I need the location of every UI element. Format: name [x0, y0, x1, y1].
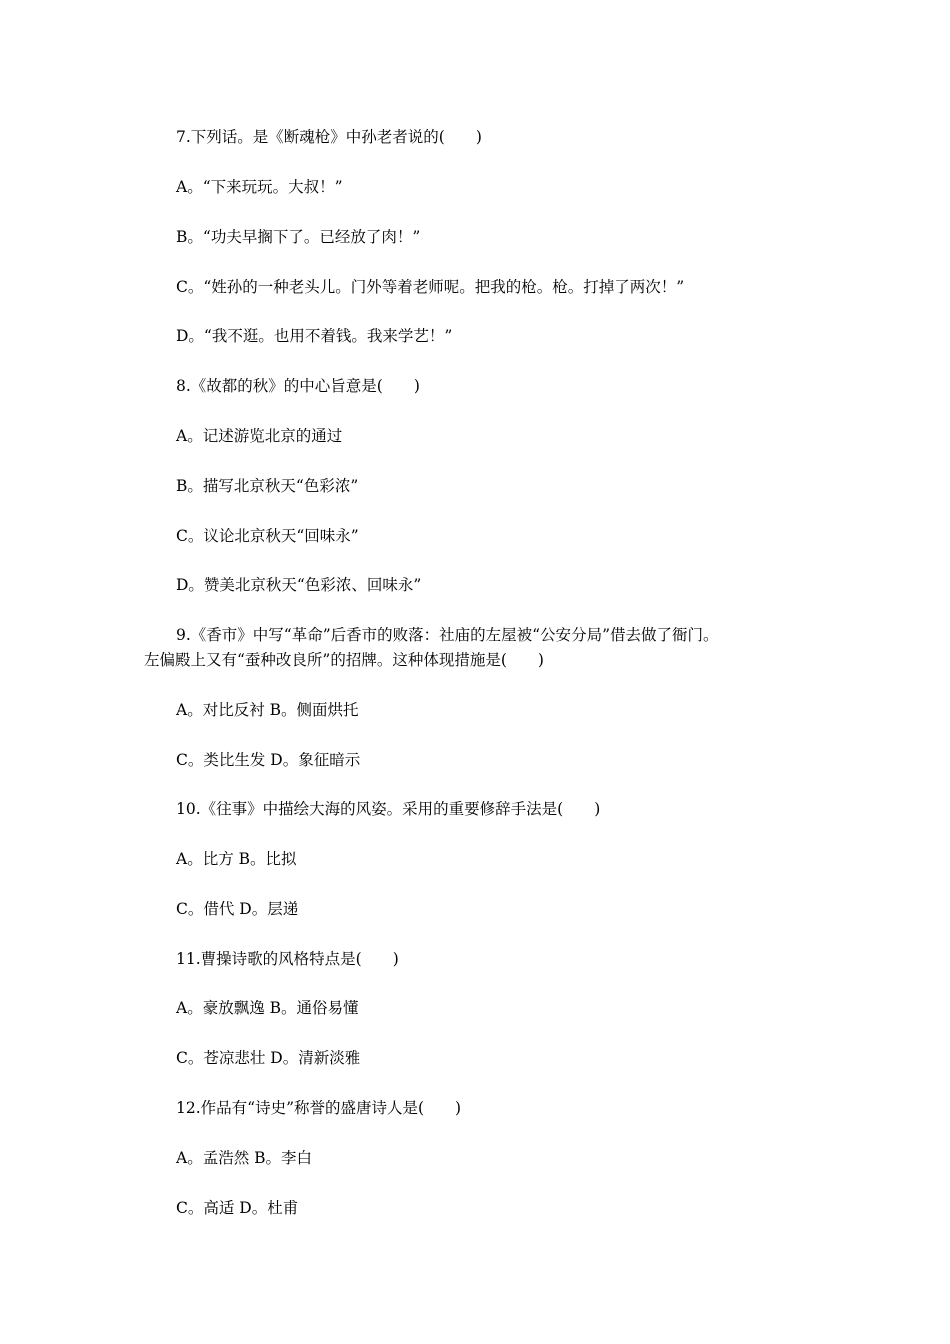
question-8-option-b: B。描写北京秋天“色彩浓”: [176, 477, 359, 495]
question-10-stem: 10.《往事》中描绘大海的风姿。采用的重要修辞手法是( ): [176, 800, 601, 818]
question-11-options-cd: C。苍凉悲壮 D。清新淡雅: [176, 1049, 361, 1067]
question-12-options-ab: A。孟浩然 B。李白: [176, 1149, 313, 1167]
question-8-option-c: C。议论北京秋天“回味永”: [176, 527, 359, 545]
question-7-option-d: D。“我不逛。也用不着钱。我来学艺！”: [176, 327, 453, 345]
question-8-option-a: A。记述游览北京的通过: [176, 427, 343, 445]
question-9-stem-line2: 左偏殿上又有“蚕种改良所”的招牌。这种体现措施是( ): [144, 651, 544, 669]
question-8-stem: 8.《故都的秋》的中心旨意是( ): [176, 377, 420, 395]
question-11-stem: 11.曹操诗歌的风格特点是( ): [176, 950, 399, 968]
question-8-option-d: D。赞美北京秋天“色彩浓、回味永”: [176, 576, 422, 594]
question-9-options-ab: A。对比反衬 B。侧面烘托: [176, 701, 359, 719]
question-10-options-ab: A。比方 B。比拟: [176, 850, 297, 868]
question-7-option-c: C。“姓孙的一种老头儿。门外等着老师呢。把我的枪。枪。打掉了两次！”: [176, 278, 685, 296]
question-12-stem: 12.作品有“诗史”称誉的盛唐诗人是( ): [176, 1099, 462, 1117]
question-7-option-b: B。“功夫早搁下了。已经放了肉！”: [176, 228, 421, 246]
question-12-options-cd: C。高适 D。杜甫: [176, 1199, 299, 1217]
question-7-option-a: A。“下来玩玩。大叔！”: [176, 178, 343, 196]
question-9-options-cd: C。类比生发 D。象征暗示: [176, 751, 361, 769]
question-11-options-ab: A。豪放飘逸 B。通俗易懂: [176, 999, 359, 1017]
question-7-stem: 7.下列话。是《断魂枪》中孙老者说的( ): [176, 128, 482, 146]
question-9-stem-line1: 9.《香市》中写“革命”后香市的败落：社庙的左屋被“公安分局”借去做了衙门。: [176, 626, 719, 644]
question-10-options-cd: C。借代 D。层递: [176, 900, 299, 918]
